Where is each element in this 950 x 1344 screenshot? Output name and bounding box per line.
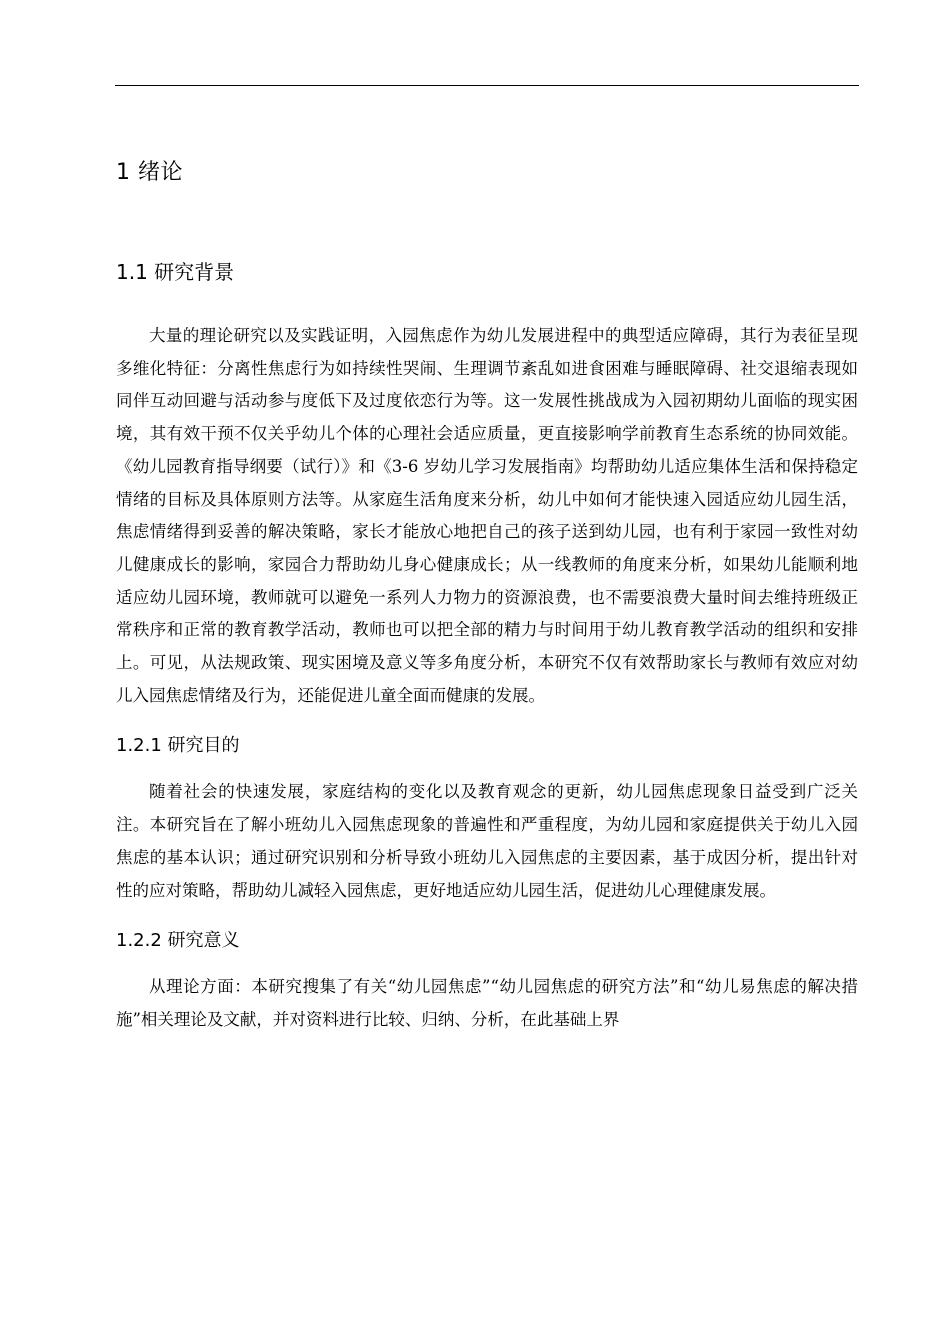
section-title-1-1: 1.1 研究背景 — [116, 260, 235, 284]
page-content — [116, 150, 858, 1037]
paragraph-research-purpose: 随着社会的快速发展，家庭结构的变化以及教育观念的更新，幼儿园焦虑现象日益受到广泛关注。本研究旨在了解小班幼儿入园焦虑现象的普遍性和严重程度，为幼儿园和家庭提供关于幼儿入园焦虑的基本认识；通过研究识别和分析导致小班幼儿入园焦虑的主要因素，基于成因分析，提出针对性的应对策略，帮助幼儿减轻入园焦虑，更好地适应幼儿园生活，促进幼儿心理健康发展。 — [116, 782, 858, 900]
header-rule — [115, 85, 859, 86]
chapter-title: 1 绪论 — [116, 160, 183, 185]
paragraph-research-background: 大量的理论研究以及实践证明，入园焦虑作为幼儿发展进程中的典型适应障碍，其行为表征呈现多维化特征：分离性焦虑行为如持续性哭闹、生理调节紊乱如进食困难与睡眠障碍、社交退缩表现如同伴互动回避与活动参与度低下及过度依恋行为等。这一发展性挑战成为入园初期幼儿面临的现实困境，其有效干预不仅关乎幼儿个体的心理社会适应质量，更直接影响学前教育生态系统的协同效能。《幼儿园教育指导纲要（试行）》和《3-6 岁幼儿学习发展指南》均帮助幼儿适应集体生活和保持稳定情绪的目标及具体原则方法等。从家庭生活角度来分析，幼儿中如何才能快速入园适应幼儿园生活，焦虑情绪得到妥善的解决策略，家长才能放心地把自己的孩子送到幼儿园，也有利于家园一致性对幼儿健康成长的影响，家园合力帮助幼儿身心健康成长；从一线教师的角度来分析，如果幼儿能顺利地适应幼儿园环境，教师就可以避免一系列人力物力的资源浪费，也不需要浪费大量时间去维持班级正常秩序和正常的教育教学活动，教师也可以把全部的精力与时间用于幼儿教育教学活动的组织和安排上。可见，从法规政策、现实困境及意义等多角度分析，本研究不仅有效帮助家长与教师有效应对幼儿入园焦虑情绪及行为，还能促进儿童全面而健康的发展。 — [116, 326, 858, 705]
section-title-1-2-2: 1.2.2 研究意义 — [116, 930, 240, 952]
section-title-1-2-1: 1.2.1 研究目的 — [116, 735, 240, 757]
paragraph-research-significance: 从理论方面：本研究搜集了有关“幼儿园焦虑”“幼儿园焦虑的研究方法”和“幼儿易焦虑的解决措施”相关理论及文献，并对资料进行比较、归纳、分析，在此基础上界 — [116, 977, 858, 1029]
